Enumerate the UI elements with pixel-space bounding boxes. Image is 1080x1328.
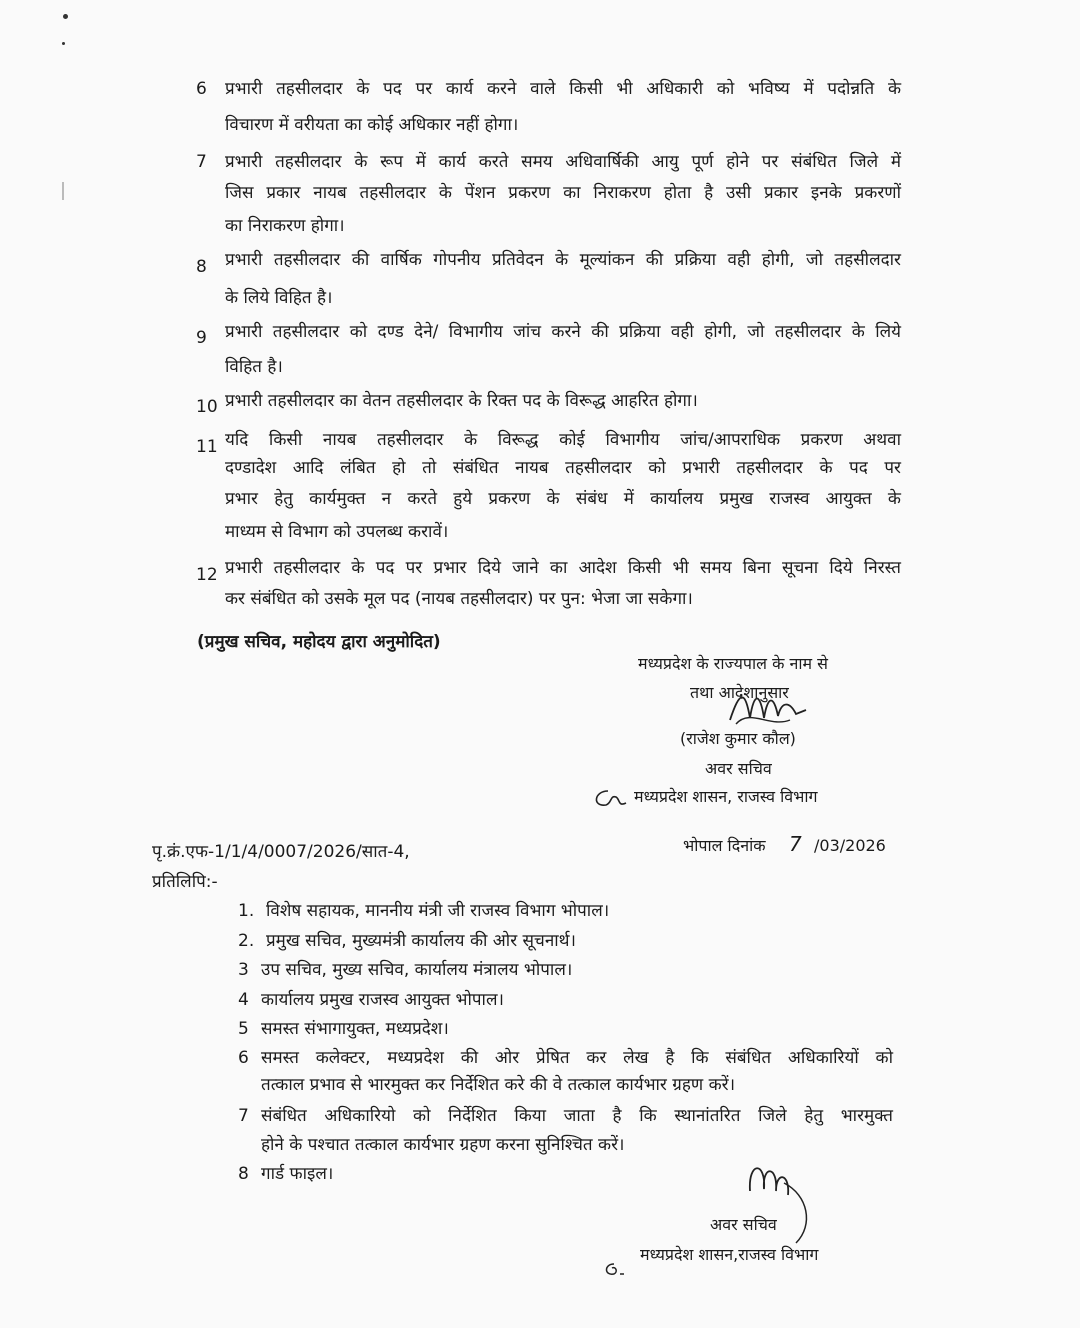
- point-line: प्रभारी तहसीलदार के पद पर कार्य करने वाले किसी भी अधिकारी को भविष्य में पदोन्नति के: [225, 79, 901, 99]
- point-line: विचारण में वरीयता का कोई अधिकार नहीं होगा।: [225, 115, 519, 135]
- point-line: का निराकरण होगा।: [225, 216, 345, 236]
- initial-scribble: [600, 1258, 630, 1284]
- point-line: प्रभारी तहसीलदार की वार्षिक गोपनीय प्रतिवेदन के मूल्यांकन की प्रक्रिया वही होगी, जो तहसीलदार: [225, 250, 901, 270]
- copy-label: प्रतिलिपि:-: [152, 872, 218, 892]
- copy-number: 6: [238, 1048, 249, 1068]
- scan-mark-dot: [62, 42, 65, 45]
- initial-scribble: [590, 783, 630, 813]
- copy-number: 4: [238, 990, 249, 1010]
- initial-mark: [590, 783, 630, 813]
- initial-mark: [600, 1258, 630, 1284]
- copy-line: प्रमुख सचिव, मुख्यमंत्री कार्यालय की ओर सूचनार्थ।: [266, 931, 576, 951]
- point-line: जिस प्रकार नायब तहसीलदार के पेंशन प्रकरण का निराकरण होता है उसी प्रकार इनके प्रकरणों: [225, 183, 901, 203]
- point-number: 12: [196, 565, 218, 585]
- date-rest: /03/2026: [814, 836, 886, 855]
- signature1-line2: तथा आदेशानुसार: [690, 683, 789, 702]
- point-number: 8: [196, 257, 207, 277]
- point-line: प्रभारी तहसीलदार के रूप में कार्य करते समय अधिवार्षिकी आयु पूर्ण होने पर संबंधित जिले में: [225, 152, 901, 172]
- copy-line: गार्ड फाइल।: [261, 1164, 334, 1184]
- reference-number: पृ.क्रं.एफ-1/1/4/0007/2026/सात-4,: [152, 842, 410, 862]
- copy-line: समस्त कलेक्टर, मध्यप्रदेश की ओर प्रेषित कर लेख है कि संबंधित अधिकारियों को: [261, 1048, 893, 1068]
- copy-line: तत्काल प्रभाव से भारमुक्त कर निर्देशित करे की वे तत्काल कार्यभार ग्रहण करें।: [261, 1075, 736, 1095]
- point-line: कर संबंधित को उसके मूल पद (नायब तहसीलदार) पर पुन: भेजा जा सकेगा।: [225, 589, 693, 609]
- copy-line: विशेष सहायक, माननीय मंत्री जी राजस्व विभाग भोपाल।: [266, 901, 610, 921]
- point-line: के लिये विहित है।: [225, 288, 333, 308]
- point-number: 6: [196, 79, 207, 99]
- point-line: यदि किसी नायब तहसीलदार के विरूद्ध कोई विभागीय जांच/आपराधिक प्रकरण अथवा: [225, 430, 901, 450]
- copy-line: उप सचिव, मुख्य सचिव, कार्यालय मंत्रालय भोपाल।: [261, 960, 573, 980]
- point-line: प्रभारी तहसीलदार का वेतन तहसीलदार के रिक्त पद के विरूद्ध आहरित होगा।: [225, 391, 698, 411]
- signature1-name: (राजेश कुमार कौल): [680, 729, 796, 748]
- scan-mark-dot: [63, 14, 68, 19]
- copy-number: 2.: [238, 931, 255, 951]
- point-line: प्रभार हेतु कार्यमुक्त न करते हुये प्रकरण के संबंध में कार्यालय प्रमुख राजस्व आयुक्त के: [225, 489, 901, 509]
- point-number: 10: [196, 397, 218, 417]
- copy-line: संबंधित अधिकारियो को निर्देशित किया जाता है कि स्थानांतरित जिले हेतु भारमुक्त: [261, 1106, 893, 1126]
- copy-number: 1.: [238, 901, 255, 921]
- point-number: 7: [196, 152, 207, 172]
- approval-note: (प्रमुख सचिव, महोदय द्वारा अनुमोदित): [197, 632, 441, 652]
- point-number: 11: [196, 437, 218, 457]
- point-line: माध्यम से विभाग को उपलब्ध करावें।: [225, 522, 449, 542]
- copy-number: 3: [238, 960, 249, 980]
- signature1-department: मध्यप्रदेश शासन, राजस्व विभाग: [634, 787, 818, 806]
- signature1-designation: अवर सचिव: [705, 759, 772, 778]
- date-place: भोपाल दिनांक: [683, 836, 766, 855]
- date-day: 7: [789, 832, 802, 856]
- point-line: विहित है।: [225, 357, 283, 377]
- copy-number: 5: [238, 1019, 249, 1039]
- copy-line: होने के पश्चात तत्काल कार्यभार ग्रहण करना सुनिश्चित करें।: [261, 1135, 625, 1155]
- copy-line: कार्यालय प्रमुख राजस्व आयुक्त भोपाल।: [261, 990, 504, 1010]
- point-line: दण्डादेश आदि लंबित हो तो संबंधित नायब तहसीलदार को प्रभारी तहसीलदार के पद पर: [225, 458, 901, 478]
- copy-number: 8: [238, 1164, 249, 1184]
- point-line: प्रभारी तहसीलदार को दण्ड देने/ विभागीय जांच करने की प्रक्रिया वही होगी, जो तहसीलदार के लिये: [225, 322, 901, 342]
- point-number: 9: [196, 328, 207, 348]
- signature2-department: मध्यप्रदेश शासन,राजस्व विभाग: [640, 1245, 819, 1264]
- copy-line: समस्त संभागायुक्त, मध्यप्रदेश।: [261, 1019, 449, 1039]
- signature2-designation: अवर सचिव: [710, 1215, 777, 1234]
- signature1-line1: मध्यप्रदेश के राज्यपाल के नाम से: [638, 654, 828, 673]
- copy-number: 7: [238, 1106, 249, 1126]
- point-line: प्रभारी तहसीलदार के पद पर प्रभार दिये जाने का आदेश किसी भी समय बिना सूचना दिये निरस्त: [225, 558, 901, 578]
- scan-mark-line: [62, 182, 64, 200]
